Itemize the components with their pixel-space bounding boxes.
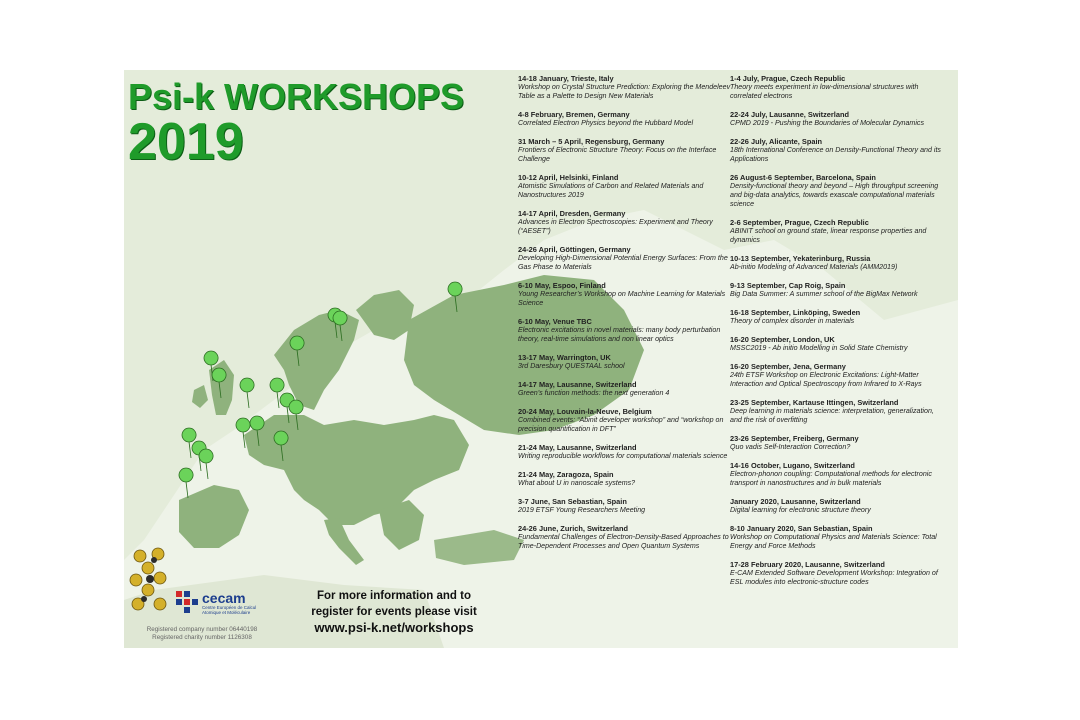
event-date-location: 4-8 February, Bremen, Germany [518,110,630,119]
event-title: MSSC2019 - Ab initio Modelling in Solid State Chemistry [730,344,908,352]
event-title: Advances in Electron Spectroscopies: Experiment and Theory (“AESET”) [518,218,713,235]
event-title: 3rd Daresbury QUESTAAL school [518,362,625,370]
event-item [730,173,946,209]
more-info-line2: register for events please visit [311,606,477,618]
event-item [730,362,946,389]
event-item [518,524,734,551]
event-date-location: 13-17 May, Warrington, UK [518,353,611,362]
event-title: 18th International Conference on Density-Functional Theory and its Applications [730,146,941,163]
event-title: What about U in nanoscale systems? [518,479,636,487]
registration-info [142,626,262,642]
event-item [518,353,734,371]
event-item [730,74,946,101]
event-date-location: 22-24 July, Lausanne, Switzerland [730,110,849,119]
event-title: Green’s function methods: the next generation 4 [518,389,670,397]
event-title: Developing High-Dimensional Potential Energy Surfaces: From the Gas Phase to Materials [518,254,728,271]
event-title: Combined events: “Abinit developer workshop” and “workshop on precision quantification in DFT” [518,416,724,433]
event-date-location: 31 March – 5 April, Regensburg, Germany [518,137,665,146]
event-item [730,461,946,488]
event-item [730,398,946,425]
event-title: Atomistic Simulations of Carbon and Related Materials and Nanostructures 2019 [518,182,704,199]
event-item [730,308,946,326]
event-item [518,317,734,344]
events-column-left [518,74,734,560]
event-item [730,218,946,245]
event-item [518,380,734,398]
event-title: Electronic excitations in novel materials: many body perturbation theory, real-time simulations and non linear optics [518,326,721,343]
event-title: Quo vadis Self-Interaction Correction? [730,443,851,451]
event-title: Electron-phonon coupling: Computational methods for electronic transport in nanostructures and in bulk materials [730,470,932,487]
event-item [730,335,946,353]
event-item [518,173,734,200]
event-title: Big Data Summer: A summer school of the BigMax Network [730,290,918,298]
event-date-location: 14-18 January, Trieste, Italy [518,74,614,83]
event-item [730,137,946,164]
molecule-icon [128,546,174,618]
event-title: Fundamental Challenges of Electron-Density-Based Approaches to Time-Dependent Processes and Open Quantum Systems [518,533,729,550]
event-title: E-CAM Extended Software Development Workshop: Integration of ESL modules into electronic-structure codes [730,569,938,586]
event-item [730,110,946,128]
event-date-location: 14-16 October, Lugano, Switzerland [730,461,855,470]
event-date-location: 14-17 May, Lausanne, Switzerland [518,380,637,389]
event-item [730,497,946,515]
event-item [518,137,734,164]
event-title: Frontiers of Electronic Structure Theory: Focus on the Interface Challenge [518,146,717,163]
event-date-location: 14-17 April, Dresden, Germany [518,209,626,218]
event-item [730,434,946,452]
event-date-location: 21-24 May, Lausanne, Switzerland [518,443,637,452]
event-date-location: 10-12 April, Helsinki, Finland [518,173,619,182]
event-title: Theory of complex disorder in materials [730,317,855,325]
event-date-location: 16-20 September, Jena, Germany [730,362,846,371]
event-item [518,497,734,515]
event-title: 24th ETSF Workshop on Electronic Excitations: Light-Matter Interaction and Optical Spectroscopy from Infrared to X-Rays [730,371,922,388]
cecam-logo-name: cecam [202,590,246,606]
event-title: Workshop on Computational Physics and Materials Science: Total Energy and Force Methods [730,533,937,550]
event-date-location: 16-18 September, Linköping, Sweden [730,308,861,317]
event-date-location: 3-7 June, San Sebastian, Spain [518,497,627,506]
registration-company: Registered company number 06440198 [146,626,258,633]
event-item [518,443,734,461]
event-item [730,281,946,299]
event-item [518,245,734,272]
event-date-location: 6-10 May, Espoo, Finland [518,281,606,290]
event-item [518,407,734,434]
more-info-line1: For more information and to [317,590,471,602]
events-column-right [730,74,946,596]
event-item [518,209,734,236]
event-title: Deep learning in materials science: interpretation, generalization, and the risk of overfitting [730,407,934,424]
event-item [730,524,946,551]
event-date-location: January 2020, Lausanne, Switzerland [730,497,861,506]
poster-title: Psi-k WORKSHOPS [128,76,465,117]
event-date-location: 17-28 February 2020, Lausanne, Switzerland [730,560,885,569]
event-date-location: 10-13 September, Yekaterinburg, Russia [730,254,871,263]
event-date-location: 20-24 May, Louvain-la-Neuve, Belgium [518,407,652,416]
event-date-location: 23-26 September, Freiberg, Germany [730,434,859,443]
event-item [730,560,946,587]
event-date-location: 8-10 January 2020, San Sebastian, Spain [730,524,873,533]
event-title: ABINIT school on ground state, linear response properties and dynamics [730,227,927,244]
event-item [518,74,734,101]
event-date-location: 1-4 July, Prague, Czech Republic [730,74,846,83]
event-title: Writing reproducible workflows for computational materials science [518,452,728,460]
event-date-location: 22-26 July, Alicante, Spain [730,137,823,146]
event-item [518,281,734,308]
event-title: 2019 ETSF Young Researchers Meeting [518,506,646,514]
event-date-location: 2-6 September, Prague, Czech Republic [730,218,869,227]
poster-year: 2019 [128,113,244,171]
event-title: Ab-initio Modeling of Advanced Materials (AMM2019) [730,263,898,271]
cecam-logo-icon [176,591,198,613]
event-date-location: 23-25 September, Kartause Ittingen, Switzerland [730,398,899,407]
event-date-location: 24-26 June, Zurich, Switzerland [518,524,629,533]
event-title: Theory meets experiment in low-dimensional structures with correlated electrons [730,83,919,100]
poster [124,70,958,648]
event-title: Workshop on Crystal Structure Prediction: Exploring the Mendeleev Table as a Palette to Design New Materials [518,83,731,100]
event-item [518,470,734,488]
event-title: Digital learning for electronic structure theory [730,506,871,514]
event-title: Density-functional theory and beyond – High throughput screening and big-data analytics, towards exascale computational materials science [730,182,939,208]
event-date-location: 24-26 April, Göttingen, Germany [518,245,631,254]
event-title: Young Researcher’s Workshop on Machine Learning for Materials Science [518,290,726,307]
event-date-location: 6-10 May, Venue TBC [518,317,592,326]
event-date-location: 9-13 September, Cap Roig, Spain [730,281,846,290]
more-info [284,588,504,636]
registration-charity: Registered charity number 1126308 [152,634,252,641]
cecam-logo-subtitle: Centre Européen de Calcul Atomique et Moléculaire [202,605,257,615]
website-link[interactable]: www.psi-k.net/workshops [314,620,474,635]
event-date-location: 26 August-6 September, Barcelona, Spain [730,173,876,182]
event-item [730,254,946,272]
event-date-location: 16-20 September, London, UK [730,335,835,344]
event-title: Correlated Electron Physics beyond the Hubbard Model [518,119,694,127]
event-date-location: 21-24 May, Zaragoza, Spain [518,470,614,479]
event-title: CPMD 2019 - Pushing the Boundaries of Molecular Dynamics [730,119,924,127]
event-item [518,110,734,128]
